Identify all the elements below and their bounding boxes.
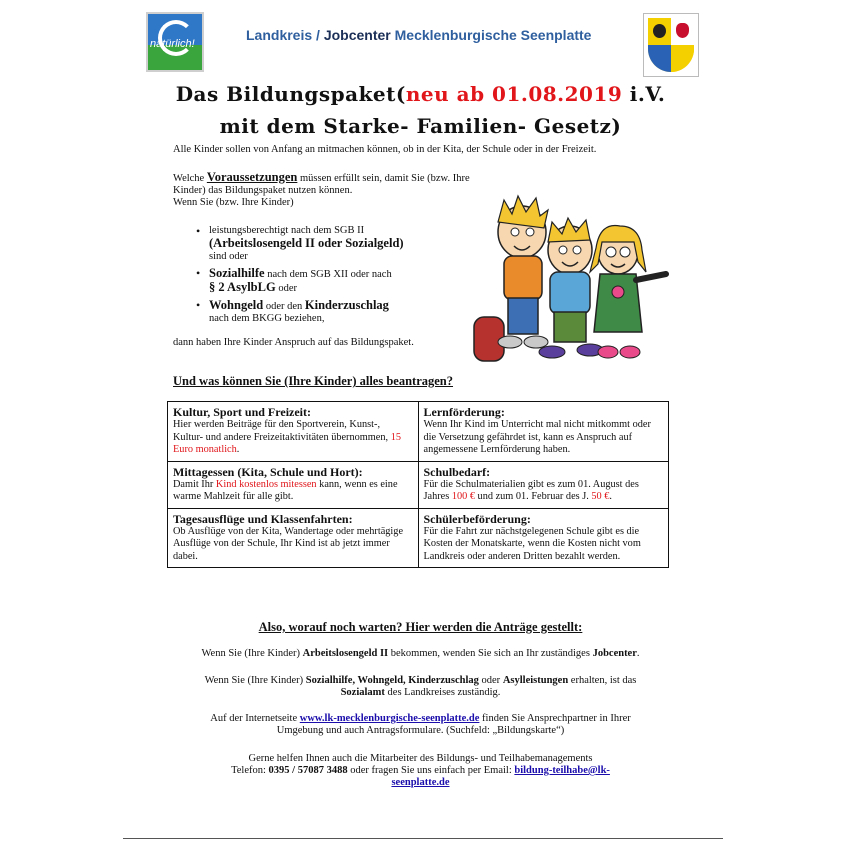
section-heading: Und was können Sie (Ihre Kinder) alles beantragen? — [173, 374, 454, 388]
eagle-icon — [676, 23, 689, 38]
benefit-trips: Tagesausflüge und Klassenfahrten: Ob Ausflüge von der Kita, Wandertage oder mehrtägige Ausflüge von der Schule, Ihr Kind ist ab jetzt immer dabei. — [168, 508, 419, 568]
requirements-keyword: Voraussetzungen — [206, 170, 298, 184]
website-link[interactable]: www.lk-mecklenburgische-seenplatte.de — [299, 713, 480, 724]
requirements-list — [196, 225, 404, 329]
benefit-school: Schulbedarf: Für die Schulmaterialien gibt es zum 01. August des Jahres 100 € und zum 01. Februar des J. 50 €. — [418, 461, 669, 508]
page-title-line2: mit dem Starke- Familien- Gesetz) — [219, 114, 622, 138]
header-landkreis: Landkreis / — [246, 27, 324, 43]
requirements-conclusion: dann haben Ihre Kinder Anspruch auf das Bildungspaket. — [173, 337, 414, 348]
requirements-text: Welche Voraussetzungen müssen erfüllt sein, damit Sie (bzw. Ihre Kinder) das Bildungspaket nutzen können. — [173, 170, 470, 196]
table-row — [168, 508, 669, 568]
apply-heading: Also, worauf noch warten? Hier werden die Anträge gestellt: — [258, 620, 583, 634]
list-item: • Sozialhilfe nach dem SGB XII oder nach § 2 AsylbLG oder — [196, 267, 404, 295]
header-region: Mecklenburgische Seenplatte — [390, 27, 592, 43]
apply-website: Auf der Internetseite www.lk-mecklenburgische-seenplatte.de finden Sie Ansprechpartner in Ihrer Umgebung und auch Antragsformulare. (Suchfeld: „Bildungskarte“) — [210, 713, 631, 736]
natuerlich-logo — [146, 12, 204, 72]
benefit-culture: Kultur, Sport und Freizeit: Hier werden Beiträge für den Sportverein, Kunst-, Kultur- und andere Freizeitaktivitäten übernommen, 15 Euro monatlich. — [168, 402, 419, 462]
apply-jobcenter: Wenn Sie (Ihre Kinder) Arbeitslosengeld II bekommen, wenden Sie sich an Ihr zuständiges Jobcenter. — [201, 648, 640, 659]
logo-text: natürlich! — [150, 38, 195, 50]
page-title-line1: Das Bildungspaket(neu ab 01.08.2019 i.V. — [175, 82, 666, 106]
email-link-cont[interactable]: seenplatte.de — [391, 777, 450, 788]
header-jobcenter: Jobcenter — [323, 27, 391, 43]
benefit-learning: Lernförderung: Wenn Ihr Kind im Unterricht mal nicht mitkommt oder die Versetzung gefährdet ist, kann es Anspruch auf angemessene Lernförderung haben. — [418, 402, 669, 462]
list-item: • Wohngeld oder den Kinderzuschlag nach dem BKGG beziehen, — [196, 299, 404, 325]
table-row — [168, 402, 669, 462]
benefit-transport: Schülerbeförderung: Für die Fahrt zur nächstgelegenen Schule gibt es die Kosten der Monatskarte, wenn die Kosten nicht vom Landkreis oder anderen Dritten bezahlt werden. — [418, 508, 669, 568]
requirements-lead: Wenn Sie (bzw. Ihre Kinder) — [173, 197, 294, 208]
benefits-table — [167, 401, 669, 568]
table-row — [168, 461, 669, 508]
apply-contact: Gerne helfen Ihnen auch die Mitarbeiter des Bildungs- und Teilhabemanagements Telefon: 0395 / 57087 3488 oder fragen Sie uns einfach per Email: bildung-teilhabe@lk- seenplatte.de — [231, 753, 610, 788]
bull-head-icon — [653, 24, 666, 38]
coat-of-arms-icon — [643, 13, 699, 77]
list-item: • leistungsberechtigt nach dem SGB II (Arbeitslosengeld II oder Sozialgeld) sind oder — [196, 225, 404, 263]
phone-number: 0395 / 57087 3488 — [268, 765, 348, 776]
apply-sozialamt: Wenn Sie (Ihre Kinder) Sozialhilfe, Wohngeld, Kinderzuschlag oder Asylleistungen erhalten, ist das Sozialamt des Landkreises zuständig. — [204, 675, 637, 698]
footer-divider — [123, 838, 723, 839]
page-header — [246, 27, 591, 43]
email-link[interactable]: bildung-teilhabe@lk- — [514, 765, 610, 776]
children-illustration — [470, 192, 670, 367]
title-date: neu ab 01.08.2019 — [405, 82, 623, 106]
benefit-lunch: Mittagessen (Kita, Schule und Hort): Damit Ihr Kind kostenlos mitessen kann, wenn es eine warme Mahlzeit für alle gibt. — [168, 461, 419, 508]
intro-text: Alle Kinder sollen von Anfang an mitmachen können, ob in der Kita, der Schule oder in der Freizeit. — [173, 144, 597, 155]
